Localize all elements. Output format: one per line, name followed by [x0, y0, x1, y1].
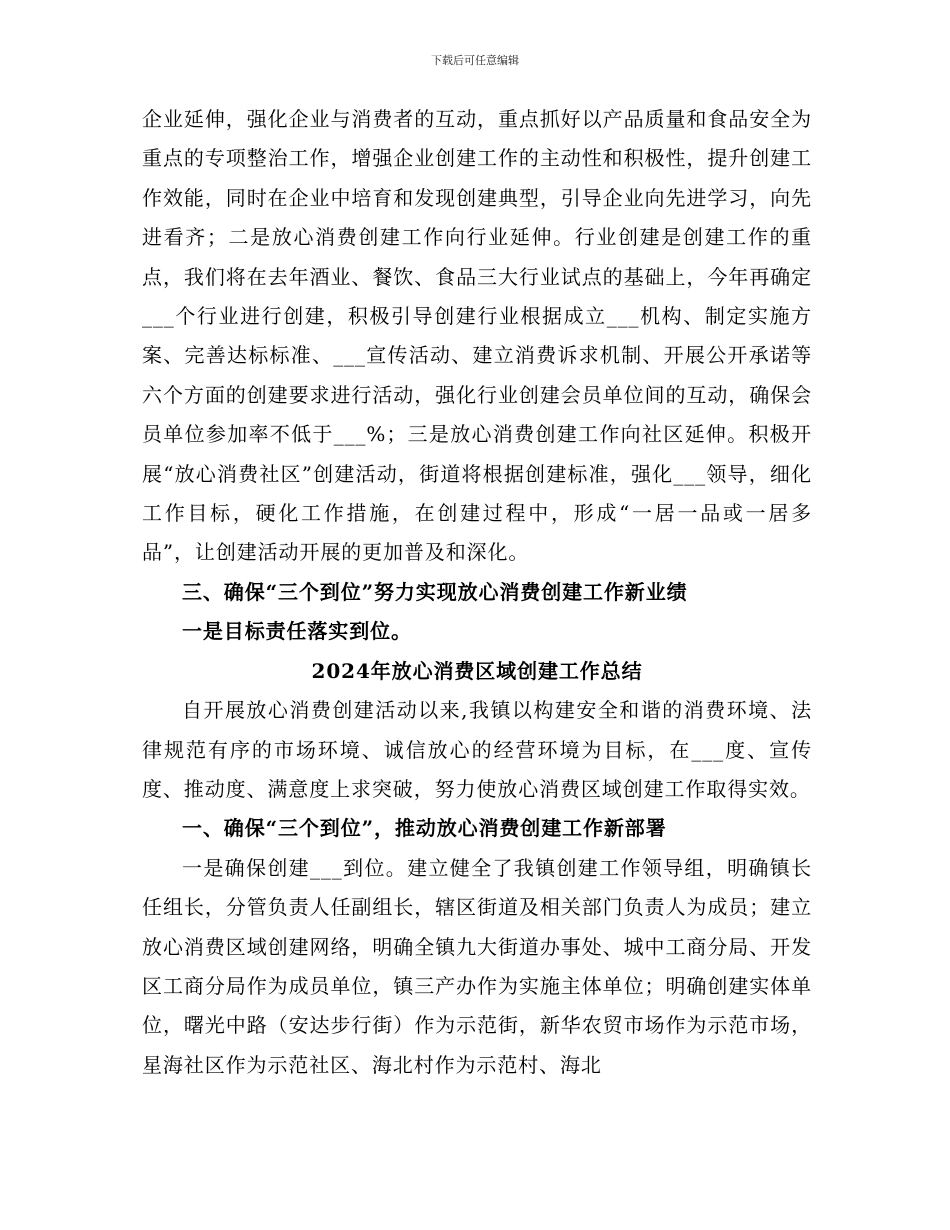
paragraph-continuation: 企业延伸，强化企业与消费者的互动，重点抓好以产品质量和食品安全为重点的专项整治工作，增强企业创建工作的主动性和积极性，提升创建工作效能，同时在企业中培育和发现创建典型，引导企业向先进学习，向先进看齐；二是放心消费创建工作向行业延伸。行业创建是创建工作的重点，我们将在去年酒业、餐饮、食品三大行业试点的基础上，今年再确定___个行业进行创建，积极引导创建行业根据成立___机构、制定实施方案、完善达标标准、___宣传活动、建立消费诉求机制、开展公开承诺等六个方面的创建要求进行活动，强化行业创建会员单位间的互动，确保会员单位参加率不低于___%；三是放心消费创建工作向社区延伸。积极开展“放心消费社区”创建活动，街道将根据创建标准，强化___领导，细化工作目标，硬化工作措施，在创建过程中，形成“一居一品或一居多品”，让创建活动开展的更加普及和深化。 [142, 107, 812, 565]
paragraph-organization: 一是确保创建___到位。建立健全了我镇创建工作领导组，明确镇长任组长，分管负责人任副组长，辖区街道及相关部门负责人为成员；建立放心消费区域创建网络，明确全镇九大街道办事处、城中工商分局、开发区工商分局作为成员单位，镇三产办作为实施主体单位；明确创建实体单位，曙光中路（安达步行街）作为示范街，新华农贸市场作为示范市场，星海社区作为示范社区、海北村作为示范村、海北 [142, 855, 812, 1077]
section-heading-one: 一、确保“三个到位”，推动放心消费创建工作新部署 [182, 816, 667, 841]
document-title: 2024年放心消费区域创建工作总结 [311, 658, 643, 683]
subsection-heading-target: 一是目标责任落实到位。 [182, 619, 412, 644]
document-body [142, 100, 812, 1085]
paragraph-intro: 自开展放心消费创建活动以来,我镇以构建安全和谐的消费环境、法律规范有序的市场环境、诚信放心的经营环境为目标，在___度、宣传度、推动度、满意度上求突破，努力使放心消费区域创建工作取得实效。 [142, 698, 812, 801]
section-heading-three: 三、确保“三个到位”努力实现放心消费创建工作新业绩 [182, 579, 688, 604]
page-header-note: 下载后可任意编辑 [431, 54, 519, 67]
